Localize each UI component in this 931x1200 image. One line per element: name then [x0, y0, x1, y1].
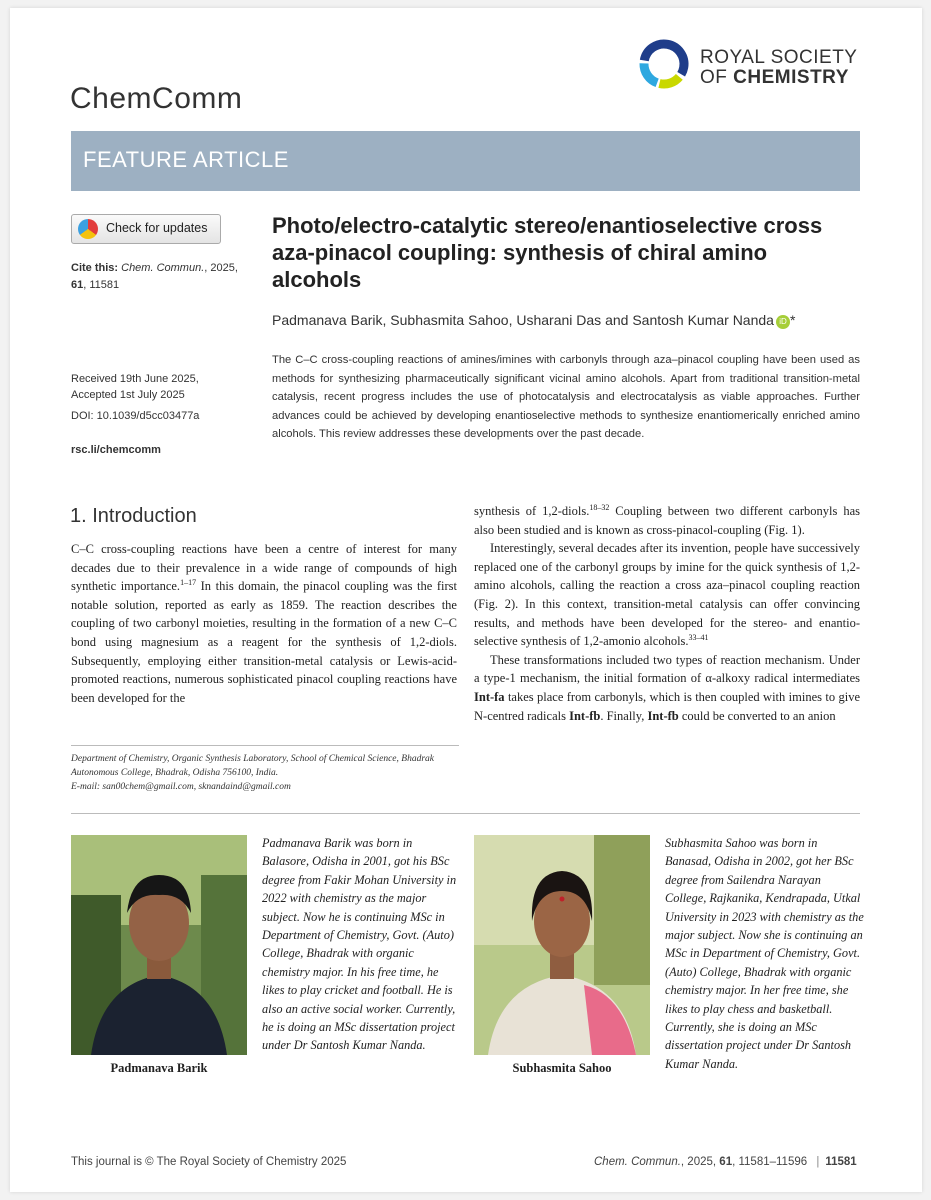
rsc-logo-icon	[638, 38, 690, 90]
article-type-banner	[71, 131, 860, 191]
publisher-line1: ROYAL SOCIETY	[700, 47, 858, 68]
bio-name-sahoo: Subhasmita Sahoo	[512, 1061, 612, 1075]
footer-page-number: 11581	[825, 1156, 857, 1168]
received-date: Received 19th June 2025,	[71, 373, 199, 385]
doi[interactable]: DOI: 10.1039/d5cc03477a	[71, 410, 200, 422]
article-title: Photo/electro-catalytic stereo/enantioselective cross aza-pinacol coupling: synthesis of chiral amino alcohols	[272, 213, 823, 292]
authors: Padmanava Barik, Subhasmita Sahoo, Usharani Das and Santosh Kumar Nanda iD *	[272, 312, 796, 328]
journal-name: ChemComm	[70, 82, 243, 115]
bio-name-barik: Padmanava Barik	[110, 1061, 208, 1075]
right-column: synthesis of 1,2-diols.$^{18-32}$ Coupling between two different carbonyls has also been studied and is known as cross-pinacol-coupling (Fig. 1). Interestingly, several decades after its invention, people have successively replaced one of the carbonyl groups by imine for the quick synthesis of 1,2-amino alcohols, calling the reaction a cross aza–pinacol coupling reaction (Fig. 2). In this context, transition-metal catalysis can offer convincing results, and methods have been developed for the stereo- and enantio-selective synthesis of 1,2-amonio alcohols.$^{33-41}$ These transformations included two types of reaction mechanism. Under a type-1 mechanism, the initial formation of α-alkoxy radical intermediates Int-fa takes place from carbonyls, which is then coupled with imines to give N-centred radicals Int-fb. Finally, Int-fb could be converted to an anion	[474, 502, 860, 723]
bio-text-sahoo: Subhasmita Sahoo was born in Banasad, Odisha in 2002, got her BSc degree from Sailendra Narayan College, Rajkanika, Kendrapada, Utkal University in 2023 with chemistry as the major subject. Now she is continuing an MSc in Department of Chemistry, Govt. (Auto) College, Bhadrak with organic chemistry major. In her free time, she likes to play chess and basketball. Currently, she is doing an MSc dissertation project under Dr Santosh Kumar Nanda.	[665, 836, 864, 1071]
article-type: FEATURE ARTICLE	[83, 147, 289, 172]
publisher-line2: OF CHEMISTRY	[700, 67, 849, 88]
journal-url[interactable]: rsc.li/chemcomm	[71, 444, 161, 456]
cite-info: Cite this: Chem. Commun., 2025, 61, 11581	[71, 262, 238, 291]
abstract: The C–C cross-coupling reactions of amines/imines with carbonyls through aza–pinacol coupling have been used as methods for synthesizing pharmaceutically significant vicinal amino alcohols. Apart from traditional transition-metal catalysis, recent progress includes the use of photocatalysis and electrocatalysis as viable approaches. Further advances could be achieved by developing enantioselective methods to synthesize enantiomerically enriched amino alcohols. This review addresses these developments over the past decade.	[272, 354, 860, 440]
left-column: C–C cross-coupling reactions have been a centre of interest for many decades due to their prevalence in a wide range of compounds of high synthetic importance.$^{1-17}$ In this domain, the pinacol coupling was the first notable solution, reported as early as 1859. The reaction describes the coupling of two carbonyl moieties, resulting in the formation of a new C–C bond using magnesium as a reagent for the synthesis of 1,2-diols. Subsequently, employing either transition-metal catalysis or Lewis-acid-promoted reactions, numerous sophisticated pinacol coupling reactions have been developed for the	[71, 542, 457, 705]
orcid-icon[interactable]: iD	[776, 315, 790, 329]
bio-divider	[71, 813, 860, 814]
section-heading: 1. Introduction	[70, 505, 197, 527]
bio-text-barik: Padmanava Barik was born in Balasore, Odisha in 2001, got his BSc degree from Fakir Mohan University in 2022 with chemistry as the major subject. Now he is continuing MSc in Department of Chemistry, Govt. (Auto) College, Bhadrak with organic chemistry major. In his free time, he likes to play cricket and football. He is also an active social worker. Currently, he is doing an MSc dissertation project under Dr Santosh Kumar Nanda.	[262, 836, 457, 1053]
check-for-updates-button[interactable]	[71, 214, 221, 244]
affiliation: Department of Chemistry, Organic Synthesis Laboratory, School of Chemical Science, Bhadrak Autonomous College, Bhadrak, Odisha 756100, India. E-mail: san00chem@gmail.com, sknandaind@gmail.com	[71, 754, 434, 792]
accepted-date: Accepted 1st July 2025	[71, 389, 185, 401]
page	[10, 8, 922, 1192]
author-photo-barik	[71, 835, 247, 1055]
divider	[71, 745, 459, 746]
check-updates-icon	[78, 219, 98, 239]
check-updates-label: Check for updates	[106, 221, 208, 235]
publisher-name	[700, 48, 857, 88]
footer-citation: Chem. Commun., 2025, 61, 11581–11596 | 11581	[594, 1156, 857, 1168]
footer-copyright: This journal is © The Royal Society of Chemistry 2025	[71, 1156, 347, 1168]
author-photo-sahoo	[474, 835, 650, 1055]
